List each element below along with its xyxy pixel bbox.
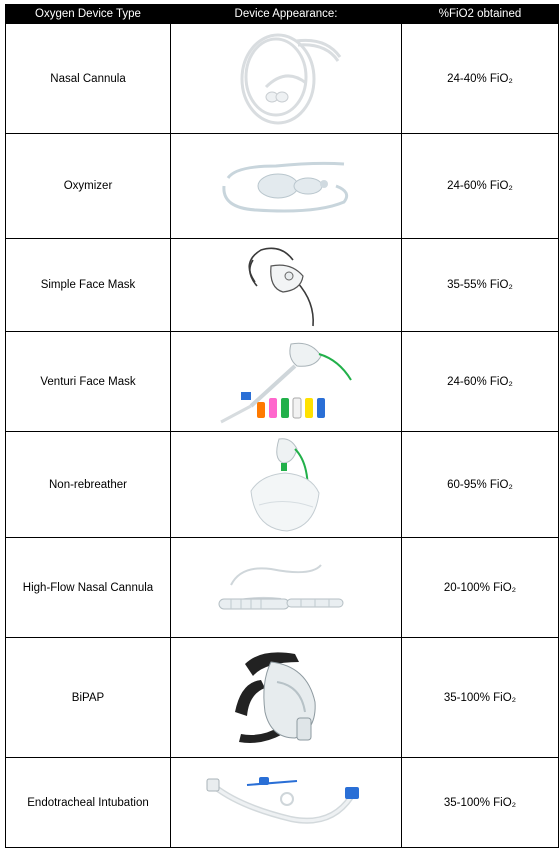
table-row (6, 239, 559, 332)
table-row (6, 538, 559, 638)
device-name: Simple Face Mask (6, 239, 171, 332)
device-image-cell (171, 638, 402, 758)
device-image-cell (171, 239, 402, 332)
device-image-cell (171, 332, 402, 432)
device-image-cell (171, 24, 402, 134)
device-name: BiPAP (6, 638, 171, 758)
device-name: Venturi Face Mask (6, 332, 171, 432)
table-row (6, 134, 559, 239)
header-device-type: Oxygen Device Type (6, 5, 171, 24)
fio2-value: 24-60% FiO₂ (402, 332, 559, 432)
fio2-value: 35-100% FiO₂ (402, 758, 559, 848)
device-image-cell (171, 538, 402, 638)
high-flow-nasal-cannula-image (211, 555, 361, 621)
table-row (6, 24, 559, 134)
fio2-value: 24-40% FiO₂ (402, 24, 559, 134)
simple-face-mask-image (231, 242, 341, 328)
fio2-value: 35-100% FiO₂ (402, 638, 559, 758)
device-image-cell (171, 432, 402, 538)
fio2-value: 20-100% FiO₂ (402, 538, 559, 638)
oxymizer-image (216, 156, 356, 216)
device-image-cell (171, 758, 402, 848)
table-row (6, 332, 559, 432)
table-row (6, 758, 559, 848)
fio2-value: 60-95% FiO₂ (402, 432, 559, 538)
oxygen-device-table (5, 4, 559, 848)
device-name: Endotracheal Intubation (6, 758, 171, 848)
table-row (6, 638, 559, 758)
non-rebreather-image (231, 435, 341, 535)
bipap-image (231, 642, 341, 754)
device-name: Non-rebreather (6, 432, 171, 538)
table-header-row (6, 5, 559, 24)
endotracheal-tube-image (201, 767, 371, 839)
device-image-cell (171, 134, 402, 239)
venturi-face-mask-image (211, 336, 361, 428)
header-device-appearance: Device Appearance: (171, 5, 402, 24)
header-fio2: %FiO2 obtained (402, 5, 559, 24)
nasal-cannula-image (226, 27, 346, 131)
device-name: Oxymizer (6, 134, 171, 239)
fio2-value: 24-60% FiO₂ (402, 134, 559, 239)
fio2-value: 35-55% FiO₂ (402, 239, 559, 332)
device-name: Nasal Cannula (6, 24, 171, 134)
device-name: High-Flow Nasal Cannula (6, 538, 171, 638)
table-row (6, 432, 559, 538)
